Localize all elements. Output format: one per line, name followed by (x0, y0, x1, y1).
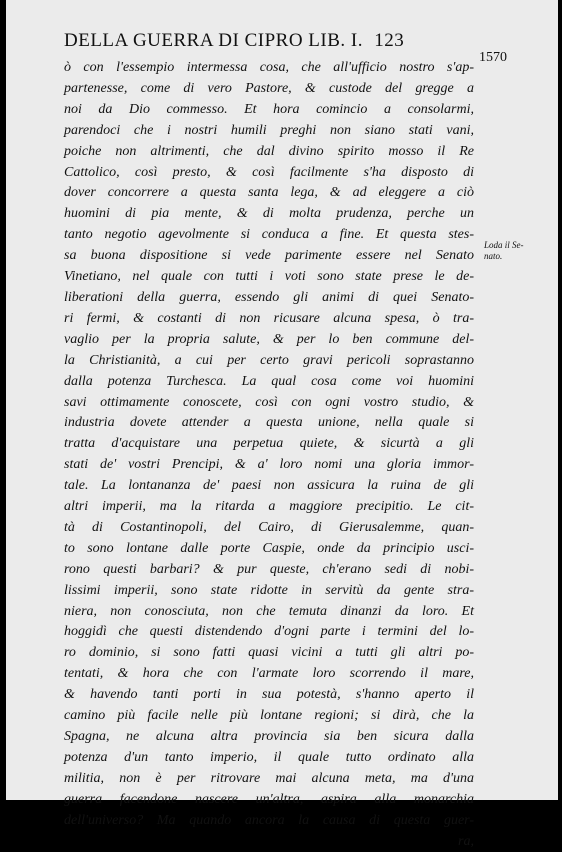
text-line: tanto negotio agevolmente si conduca a fine. Et questa stes- (64, 227, 474, 243)
side-note-line: nato. (484, 251, 503, 261)
text-line: vaglio per la propria salute, & per lo ben commune del- (64, 331, 474, 347)
text-line: huomini di pia mente, & di molta prudenza, perche un (64, 206, 474, 222)
text-line: tale. La lontananza de' paesi non assicura la ruina de gli (64, 478, 474, 494)
text-line: hoggidì che questi distendendo d'ogni parte i termini del lo- (64, 624, 474, 640)
text-line: savi ottimamente conoscete, così con ogni vostro studio, & (64, 394, 474, 410)
page-number: 123 (374, 30, 405, 51)
text-line: & havendo tanti porti in sua potestà, s'hanno aperto il (64, 687, 474, 703)
margin-year: 1570 (479, 50, 507, 65)
text-line: militia, non è per ritrovare mai alcuna meta, ma d'una (64, 770, 474, 786)
text-line: dover concorrere a questa santa lega, & ad eleggere a ciò (64, 185, 474, 201)
text-line: camino più facile nelle più lontane regioni; si dirà, che la (64, 708, 474, 724)
text-line: Vinetiano, nel quale con tutti i voti sono state prese le de- (64, 269, 474, 285)
text-line: dell'universo? Ma quando ancora la causa di questa guer- (64, 812, 474, 828)
text-line: Spagna, ne alcuna altra provincia sia ben sicura dalla (64, 729, 474, 744)
text-line: industria dovete attender a questa unione, nella quale si (64, 415, 474, 431)
text-line: la Christianità, a cui per certo gravi pericoli soprastanno (64, 352, 474, 368)
text-line: tratta d'acquistare una perpetua quiete, & sicurtà a gli (64, 436, 474, 452)
text-line: altri imperii, ma la ritarda a maggiore precipitio. Le cit- (64, 499, 474, 515)
text-line: stati de' vostri Prencipi, & a' loro nomi una gloria immor- (64, 457, 474, 473)
side-note-line: Loda il Se- (484, 240, 524, 250)
book-page (6, 0, 558, 849)
text-line: rono questi barbari? & pur queste, ch'erano sedi di nobi- (64, 561, 474, 577)
text-line: parendoci che i nostri humili preghi non siano stati vani, (64, 122, 474, 138)
text-line: ro dominio, si sono fatti quasi vicini a tutti gli altri po- (64, 645, 474, 661)
text-line: lissimi imperii, sono state ridotte in servitù da gente stra- (64, 582, 474, 598)
text-line: dalla potenza Turchesca. La qual cosa come voi huomini (64, 373, 474, 389)
text-line: liberationi della guerra, essendo gli animi di quei Senato- (64, 289, 474, 305)
text-line: noi da Dio commesso. Et hora comincio a consolarmi, (64, 101, 474, 117)
text-line: sa buona dispositione si vede parimente essere nel Senato (64, 248, 474, 264)
text-line: ri fermi, & costanti di non ricusare alcuna spesa, ò tra- (64, 310, 474, 326)
text-line: tentati, & hora che con l'armate loro scorrendo il mare, (64, 666, 474, 682)
text-line: guerra facendone nascere un'altra, aspira alla monarchia (64, 791, 474, 807)
text-line: Cattolico, così presto, & così facilmente s'ha disposto di (64, 164, 474, 180)
margin-side-note (484, 240, 544, 262)
text-line: tà di Costantinopoli, del Cairo, di Gierusalemme, quan- (64, 519, 474, 535)
text-line: ò con l'essempio intermessa cosa, che all'ufficio nostro s'ap- (64, 60, 474, 75)
running-head (64, 30, 404, 52)
text-line: partenesse, come di vero Pastore, & custode del gregge a (64, 80, 474, 96)
text-line: to sono lontane dalle porte Caspie, onde da principio usci- (64, 540, 474, 556)
text-line: niera, non conosciuta, non che temuta dinanzi da loro. Et (64, 603, 474, 619)
running-title: DELLA GUERRA DI CIPRO LIB. I. (64, 30, 363, 51)
body-text (64, 58, 474, 852)
text-line: potenza d'un tanto imperio, il quale tutto ordinato alla (64, 749, 474, 765)
catchword: ra, (458, 833, 474, 849)
text-line: poiche non altrimenti, che dal divino spirito mosso il Re (64, 143, 474, 159)
